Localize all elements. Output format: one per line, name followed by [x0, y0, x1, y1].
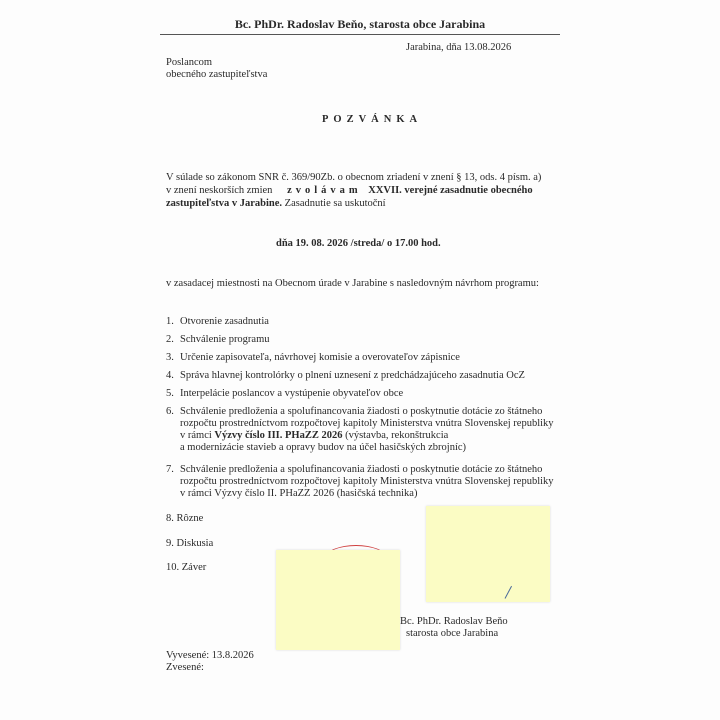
- letterhead: Bc. PhDr. Radoslav Beňo, starosta obce Jarabina: [234, 17, 486, 31]
- program-item-7-line2: rozpočtu prostredníctvom rozpočtovej kapitoly Ministerstva vnútra Slovenskej republiky: [180, 476, 554, 487]
- venue: v zasadacej miestnosti na Obecnom úrade v Jarabine s nasledovným návrhom programu:: [166, 278, 539, 289]
- program-item-5: Interpelácie poslancov a vystúpenie obyvateľov obce: [180, 388, 404, 399]
- letterhead-rule: [160, 34, 560, 35]
- sticky-note-signature: [426, 506, 550, 602]
- program-item-6-line3-bold: Výzvy číslo III. PHaZZ 2026: [214, 430, 343, 441]
- recipient-line2: obecného zastupiteľstva: [166, 69, 268, 80]
- program-item-7-line1: Schválenie predloženia a spolufinancovania žiadosti o poskytnutie dotácie zo štátneho: [180, 464, 543, 475]
- intro-line2-bold: XXVII. verejné zasadnutie obecného: [368, 185, 533, 196]
- program-item-2: Schválenie programu: [180, 334, 270, 345]
- program-item-6-line1: Schválenie predloženia a spolufinancovania žiadosti o poskytnutie dotácie zo štátneho: [180, 406, 543, 417]
- meeting-datetime: dňa 19. 08. 2026 /streda/ o 17.00 hod.: [276, 238, 441, 249]
- program-item-3-num: 3.: [166, 352, 174, 363]
- program-item-1: Otvorenie zasadnutia: [180, 316, 269, 327]
- program-item-6-line2: rozpočtu prostredníctvom rozpočtovej kapitoly Ministerstva vnútra Slovenskej republiky: [180, 418, 554, 429]
- posted-date: Vyvesené: 13.8.2026: [166, 650, 254, 661]
- program-item-2-num: 2.: [166, 334, 174, 345]
- removed-date: Zvesené:: [166, 662, 204, 673]
- program-item-1-num: 1.: [166, 316, 174, 327]
- program-item-7-line3: v rámci Výzvy číslo II. PHaZZ 2026 (hasičská technika): [180, 488, 418, 499]
- intro-line3-plain: Zasadnutie sa uskutoční: [282, 198, 386, 209]
- program-item-9: 9. Diskusia: [166, 538, 214, 549]
- sticky-note-stamp: [276, 550, 400, 650]
- program-item-10: 10. Záver: [166, 562, 207, 573]
- program-item-3: Určenie zapisovateľa, návrhovej komisie a overovateľov zápisnice: [180, 352, 460, 363]
- program-item-8: 8. Rôzne: [166, 513, 204, 524]
- program-item-4: Správa hlavnej kontrolórky o plnení uznesení z predchádzajúceho zasadnutia OcZ: [180, 370, 525, 381]
- document-title: POZVÁNKA: [322, 114, 423, 125]
- program-item-4-num: 4.: [166, 370, 174, 381]
- intro-line2: [166, 185, 533, 197]
- intro-line3-bold: zastupiteľstva v Jarabine.: [166, 198, 283, 209]
- intro-line1: V súlade so zákonom SNR č. 369/90Zb. o obecnom zriadení v znení § 13, ods. 4 písm. a): [166, 172, 542, 183]
- intro-line3: [166, 198, 386, 210]
- program-item-6-line3-rest: (výstavba, rekonštrukcia: [342, 430, 449, 441]
- program-item-6-line3-plain: v rámci: [180, 430, 215, 441]
- program-item-6-num: 6.: [166, 406, 174, 417]
- intro-line2-plain: v znení neskorších zmien: [166, 185, 273, 196]
- intro-line2-spaced: zvolávam: [287, 185, 362, 196]
- recipient-line1: Poslancom: [166, 57, 213, 68]
- signature-name: Bc. PhDr. Radoslav Beňo: [400, 616, 508, 627]
- program-item-5-num: 5.: [166, 388, 174, 399]
- program-item-6-line3: [180, 430, 448, 442]
- place-date: Jarabina, dňa 13.08.2026: [406, 42, 512, 53]
- signature-role: starosta obce Jarabina: [406, 628, 499, 639]
- program-item-7-num: 7.: [166, 464, 174, 475]
- program-item-6-line4: a modernizácie stavieb a opravy budov na účel hasičských zbrojníc): [180, 442, 467, 453]
